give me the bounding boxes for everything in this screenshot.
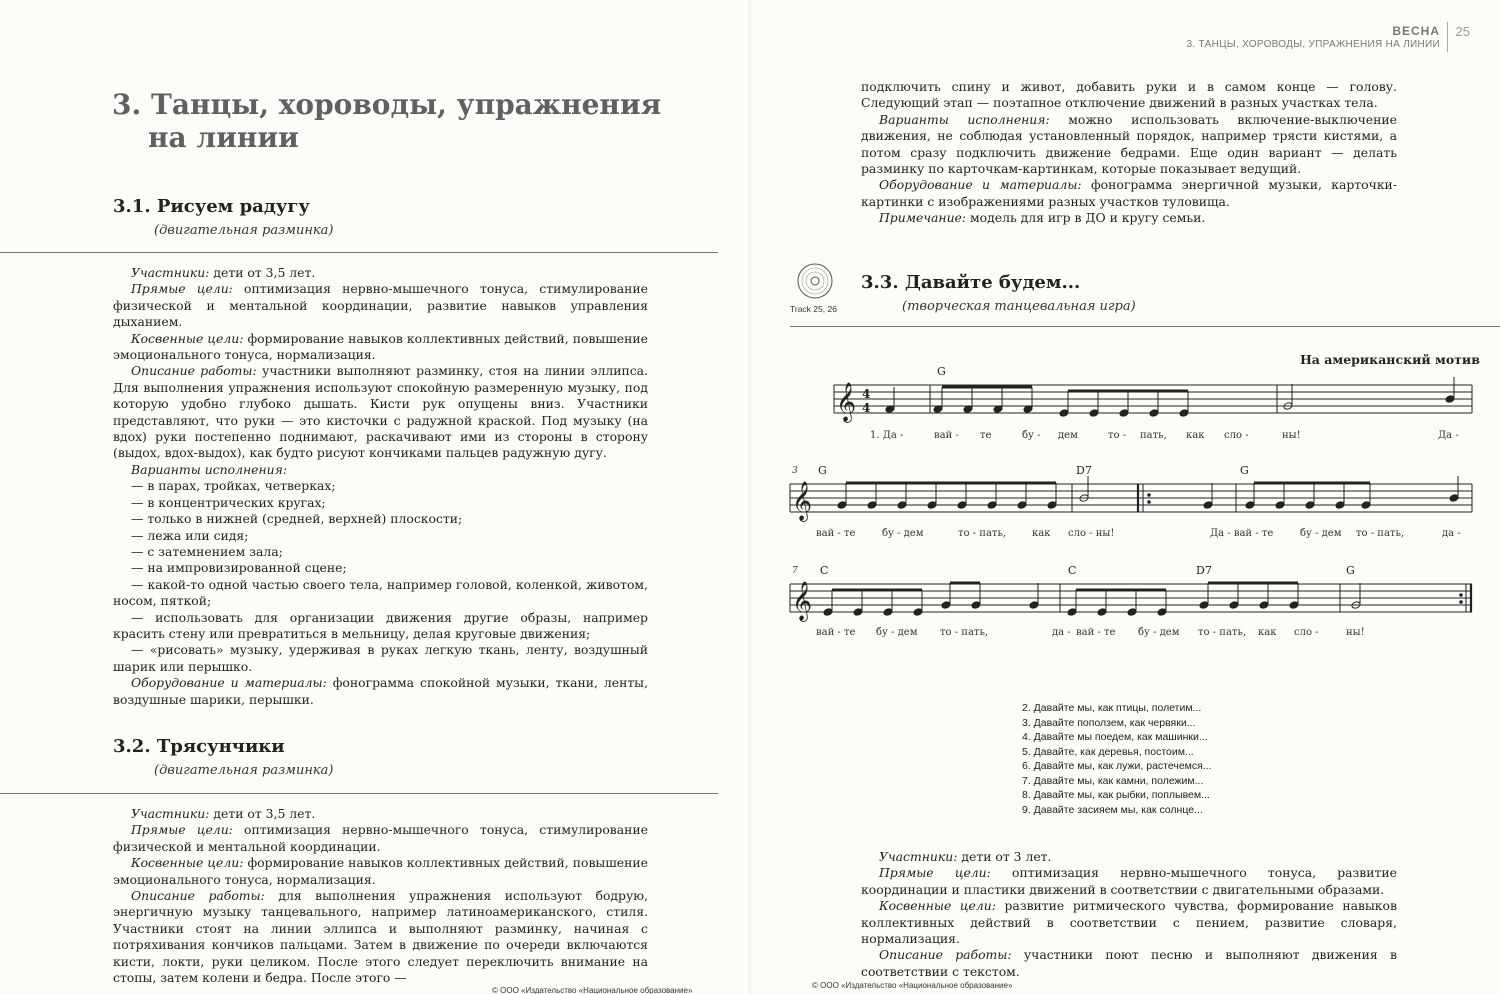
note-head — [1259, 601, 1269, 610]
chord-symbol: G — [1240, 464, 1249, 477]
note-head — [1127, 608, 1137, 617]
variant-item: — в парах, тройках, четверках; — [131, 478, 336, 494]
verse-line: 2. Давайте мы, как птицы, полетим... — [1022, 702, 1202, 714]
variant-item: — только в нижней (средней, верхней) плоскости; — [131, 511, 463, 527]
chapter-title-line2: на линии — [148, 121, 299, 154]
paragraph: Описание работы: участники выполняют разминку, стоя на линии эллипса. Для выполнения упражнения используют спокойную размеренную музыку, под которую удобно глубоко дышать. Кисти рук опущены вниз. Участники представляют, что руки — это кисточки с радужной краской. Под музыку (на вдох) руки постепенно поднимают, раскачивают ими из стороны в сторону (выдох, вдох-выдох), как будто рисуют кончиками пальцев радужную дугу. — [113, 363, 648, 461]
paragraph: Участники: дети от 3,5 лет. — [131, 806, 316, 821]
tempo-marking: На американский мотив — [1300, 352, 1480, 367]
measure-number: 7 — [792, 566, 798, 576]
note-head — [1157, 608, 1167, 617]
note-head — [957, 501, 967, 510]
paragraph: Участники: дети от 3 лет. — [879, 849, 1052, 864]
chord-symbol: C — [1068, 564, 1077, 577]
note-head — [1017, 501, 1027, 510]
note-head — [1047, 501, 1057, 510]
chapter-title-line1: 3. Танцы, хороводы, упражнения — [112, 88, 662, 121]
section-3-3-title: 3.3. Давайте будем... — [861, 272, 1081, 293]
section-3-3-body — [861, 849, 1397, 980]
chapter-title — [112, 88, 732, 154]
paragraph: Описание работы: участники поют песню и выполняют движения в соответствии с текстом. — [861, 947, 1398, 979]
variant-item: — «рисовать» музыку, удерживая в руках легкую ткань, ленту, воздушный шарик или перышко. — [113, 642, 648, 674]
track-label: Track 25, 26 — [790, 304, 837, 314]
section-3-1-subtitle: (двигательная разминка) — [154, 223, 334, 238]
note-head — [883, 608, 893, 617]
paragraph: Варианты исполнения: — [131, 461, 287, 477]
note-head — [1149, 409, 1159, 418]
note-head — [1089, 409, 1099, 418]
chord-symbol: D7 — [1196, 564, 1212, 577]
chord-symbol: C — [820, 564, 829, 577]
section-3-1-title: 3.1. Рисуем радугу — [113, 196, 310, 217]
variant-item: — в концентрических кругах; — [131, 494, 326, 510]
note-head — [971, 601, 981, 610]
section-rule — [0, 252, 718, 253]
note-head — [1097, 608, 1107, 617]
variant-item: — с затемнением зала; — [131, 543, 283, 559]
verse-line: 8. Давайте мы, как рыбки, поплывем... — [1022, 789, 1210, 801]
treble-clef-icon: 𝄞 — [836, 382, 857, 422]
verse-line: 7. Давайте мы, как камни, полежим... — [1022, 774, 1204, 787]
section-3-2-body — [113, 806, 648, 986]
section-3-1-body — [113, 265, 648, 708]
note-head — [1179, 409, 1189, 418]
paragraph: Косвенные цели: формирование навыков коллективных действий, повышение эмоционального тонуса, нормализация. — [113, 855, 648, 887]
note-head — [853, 608, 863, 617]
chord-symbol: G — [937, 365, 946, 378]
time-signature-top: 4 — [862, 387, 871, 401]
note-head — [1245, 501, 1255, 510]
running-header-section: ВЕСНА — [1392, 24, 1440, 38]
section-3-3-subtitle: (творческая танцевальная игра) — [902, 299, 1136, 314]
variant-item: — на импровизированной сцене; — [131, 560, 347, 576]
variant-item: — использовать для организации движения другие образы, например красить стену или превратиться в мельницу, делая круговые движения; — [113, 609, 648, 641]
paragraph: подключить спину и живот, добавить руки и в самом конце — голову. Следующий этап — поэтапное отключение движений в разных участках тела. — [861, 79, 1397, 111]
note-head — [837, 501, 847, 510]
note-head — [987, 501, 997, 510]
note-head — [1229, 601, 1239, 610]
verse-line: 9. Давайте засияем мы, как солнце... — [1022, 803, 1203, 816]
repeat-dot — [1459, 600, 1463, 604]
note-head — [1119, 409, 1129, 418]
note-head — [941, 601, 951, 610]
note-head — [1059, 409, 1069, 418]
repeat-dot — [1147, 493, 1151, 497]
running-header-chapter: 3. ТАНЦЫ, ХОРОВОДЫ, УПРАЖНЕНИЯ НА ЛИНИИ — [1186, 39, 1440, 50]
section-3-2-subtitle: (двигательная разминка) — [154, 763, 334, 778]
section-rule — [0, 793, 718, 794]
note-head — [1449, 494, 1459, 503]
time-signature-bottom: 4 — [862, 401, 871, 415]
verses-list — [1022, 701, 1212, 817]
note-head — [913, 608, 923, 617]
treble-clef-icon: 𝄞 — [792, 481, 813, 521]
footer-copyright: © ООО «Издательство «Национальное образование» — [492, 986, 693, 994]
paragraph: Прямые цели: оптимизация нервно-мышечного тонуса, развитие координации и пластики движений в соответствии с двигательными образами. — [861, 865, 1397, 897]
right-page: ВЕСНА 3. ТАНЦЫ, ХОРОВОДЫ, УПРАЖНЕНИЯ НА ЛИНИИ 25 подключить спину и живот, добавить руки и в самом конце — голову. Следующий этап — поэтапное отключение движений в разных участках тела. Варианты исполнения: можно использовать включение-выключение движения, не соблюдая установленный порядок, например трясти кистями, а потом сразу подключить движение бедрами. Еще один вариант — делать разминку по карточкам-картинкам, которые показывает ведущий. Оборудование и материалы: фонограмма энергичной музыки, карточки-картинки с изображениями разных участков туловища. Примечание: модель для игр в ДО и кругу семьи. Track 25, 26 3.3. Давайте будем... (творческая танцевальная игра) На американский мотив G 3 G D7 G 7 C C D7 G 𝄞 𝄞 𝄞 4 4 1. Да - вай - те бу - дем то - пать, как сло - ны! Да - вай - те бу - дем то - пать, как сло - ны! Да - вай - те бу - дем то - пать, да - вай - те бу - дем то - пать, да - вай - те бу - дем то - пать, как сло - ны! 2. Давайте мы, как птицы, полетим... 3. Давайте поползем, как червяки... 4. Давайте мы поедем, как машинки... 5. Давайте, как деревья, постоим... 6. Давайте мы, как лужи, растечемся... 7. Давайте мы, как камни, полежим... 8. Давайте мы, как рыбки, поплывем... 9. Давайте засияем мы, как солнце... Участники: дети от 3 лет. Прямые цели: оптимизация нервно-мышечного тонуса, развитие координации и пластики движений в соответствии с двигательными образами. Косвенные цели: развитие ритмического чувства, формирование навыков коллективных действий в соответствии с пением, развитие словаря, нормализация. Описание работы: участники поют песню и выполняют движения в соответствии с текстом. © ООО «Издательство «Национальное образование» — [750, 0, 1500, 994]
paragraph: Косвенные цели: формирование навыков коллективных действий, повышение эмоционального тонуса, нормализация. — [113, 330, 648, 363]
variant-item: — лежа или сидя; — [131, 527, 249, 543]
verse-line: 4. Давайте мы поедем, как машинки... — [1022, 731, 1208, 743]
note-head — [867, 501, 877, 510]
note-head — [1203, 501, 1213, 510]
verse-line: 6. Давайте мы, как лужи, растечемся... — [1022, 760, 1212, 772]
note-head — [1275, 501, 1285, 510]
note-head — [897, 501, 907, 510]
variant-item: — какой-то одной частью своего тела, например головой, коленкой, животом, носом, пяткой; — [113, 576, 648, 609]
paragraph: Описание работы: для выполнения упражнения используют бодрую, энергичную музыку танцевального, например латиноамериканского, стиля. Участники стоят на линии эллипса и выполняют разминку, начиная с потряхивания кончиков пальцами. Затем в движение по очереди включаются кисти, локти, руки целиком. После этого следует переключить внимание на стопы, затем колени и бедра. После этого — — [113, 888, 649, 986]
paragraph: Примечание: модель для игр в ДО и кругу семьи. — [879, 210, 1206, 226]
page-number: 25 — [1455, 24, 1470, 39]
note-head — [927, 501, 937, 510]
paragraph: Варианты исполнения: можно использовать включение-выключение движения, не соблюдая установленный порядок, например трясти кистями, а потом сразу подключить движение бедрами. Еще один вариант — делать разминку по карточкам-картинкам, которые показывает ведущий. — [861, 111, 1397, 177]
note-head — [1445, 395, 1455, 404]
note-head — [1361, 501, 1371, 510]
paragraph: Оборудование и материалы: фонограмма энергичной музыки, карточки-картинки с изображениями разных участков туловища. — [861, 177, 1398, 209]
paragraph: Косвенные цели: развитие ритмического чувства, формирование навыков коллективных действий в соответствии с пением, развитие словаря, нормализация. — [861, 898, 1397, 947]
note-head — [1335, 501, 1345, 510]
chord-symbol: G — [818, 464, 827, 477]
verse-line: 5. Давайте, как деревья, постоим... — [1022, 745, 1194, 758]
paragraph: Прямые цели: оптимизация нервно-мышечного тонуса, стимулирование физической и ментальной координации. — [113, 822, 648, 854]
note-head — [1199, 601, 1209, 610]
paragraph: Прямые цели: оптимизация нервно-мышечного тонуса, стимулирование физической и ментальной координации, развитие навыков управления дыханием. — [113, 281, 648, 330]
measure-number: 3 — [792, 466, 798, 476]
chord-symbol: D7 — [1076, 464, 1092, 477]
note-head — [823, 608, 833, 617]
footer-copyright: © ООО «Издательство «Национальное образование» — [812, 981, 1013, 990]
note-head — [1289, 601, 1299, 610]
paragraph: Участники: дети от 3,5 лет. — [131, 265, 316, 280]
note-head — [1305, 501, 1315, 510]
treble-clef-icon: 𝄞 — [792, 581, 813, 621]
repeat-dot — [1147, 500, 1151, 504]
chord-symbol: G — [1346, 564, 1355, 577]
note-head — [1029, 601, 1039, 610]
music-score — [750, 0, 1500, 660]
staff-row-1 — [834, 385, 1472, 413]
repeat-dot — [1459, 593, 1463, 597]
verse-line: 3. Давайте поползем, как червяки... — [1022, 716, 1196, 729]
paragraph: Оборудование и материалы: фонограмма спокойной музыки, ткани, ленты, воздушные шарики, перышки. — [113, 675, 648, 707]
note-head — [1067, 608, 1077, 617]
section-3-2-title: 3.2. Трясунчики — [113, 736, 285, 757]
